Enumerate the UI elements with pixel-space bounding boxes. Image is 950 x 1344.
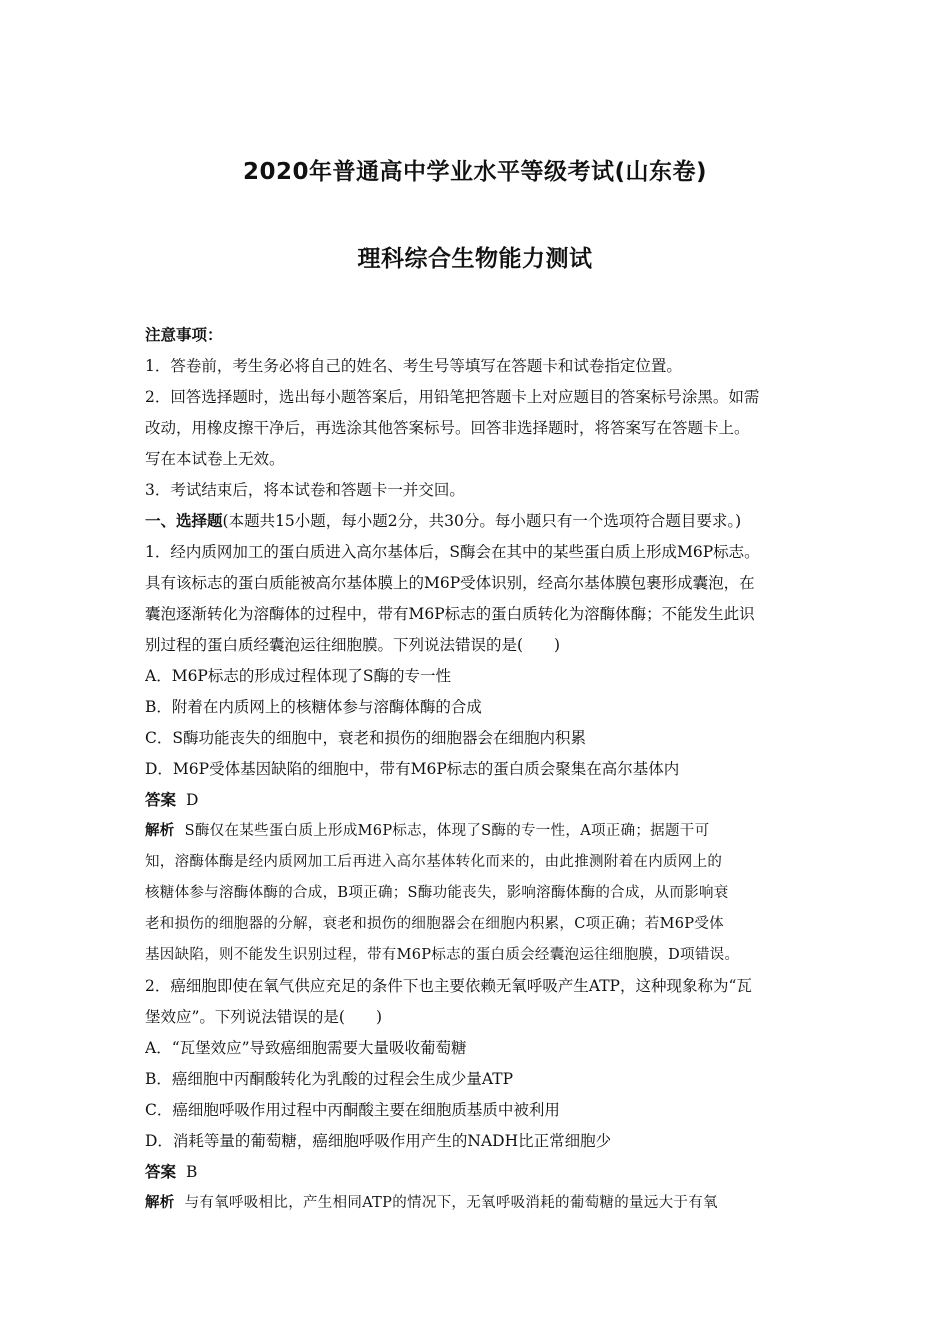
exam-title: 2020年普通高中学业水平等级考试(山东卷) [242,159,708,185]
question-1-stem: 1．经内质网加工的蛋白质进入高尔基体后，S酶会在其中的某些蛋白质上形成M6P标志。 [145,543,760,561]
analysis-label: 解析 [145,823,175,839]
section-heading-line [145,506,815,537]
notice-item: 2．回答选择题时，选出每小题答案后，用铅笔把答题卡上对应题目的答案标号涂黑。如需 [145,388,760,406]
question-1-stem: 别过程的蛋白质经囊泡运往细胞膜。下列说法错误的是( ) [145,636,561,654]
analysis-text: 老和损伤的细胞器的分解，衰老和损伤的细胞器会在细胞内积累，C项正确；若M6P受体 [145,916,724,932]
question-1-stem: 具有该标志的蛋白质能被高尔基体膜上的M6P受体识别，经高尔基体膜包裹形成囊泡，在 [145,574,755,592]
question-2-stem: 堡效应”。下列说法错误的是( ) [145,1008,383,1026]
question-1-option-a: A．M6P标志的形成过程体现了S酶的专一性 [145,667,451,685]
answer-label: 答案 [145,1163,177,1181]
question-2-option-b: B．癌细胞中丙酮酸转化为乳酸的过程会生成少量ATP [145,1070,514,1088]
document-body [145,320,815,1219]
question-1-option-b: B．附着在内质网上的核糖体参与溶酶体酶的合成 [145,698,482,716]
analysis-label: 解析 [145,1195,175,1211]
analysis-text: 知，溶酶体酶是经内质网加工后再进入高尔基体转化而来的，由此推测附着在内质网上的 [145,854,723,870]
notice-heading: 注意事项： [145,326,223,344]
question-2-analysis [145,1188,815,1219]
question-1-stem: 囊泡逐渐转化为溶酶体的过程中，带有M6P标志的蛋白质转化为溶酶体酶；不能发生此识 [145,605,755,623]
section-note: (本题共15小题，每小题2分，共30分。每小题只有一个选项符合题目要求。) [222,512,742,530]
question-2-stem: 2．癌细胞即使在氧气供应充足的条件下也主要依赖无氧呼吸产生ATP，这种现象称为“瓦 [145,977,752,995]
question-1-option-d: D．M6P受体基因缺陷的细胞中，带有M6P标志的蛋白质会聚集在高尔基体内 [145,760,680,778]
notice-item: 1．答卷前，考生务必将自己的姓名、考生号等填写在答题卡和试卷指定位置。 [145,357,682,375]
answer-label: 答案 [145,791,177,809]
analysis-text: 与有氧呼吸相比，产生相同ATP的情况下，无氧呼吸消耗的葡萄糖的量远大于有氧 [184,1195,718,1211]
notice-item: 改动，用橡皮擦干净后，再选涂其他答案标号。回答非选择题时，将答案写在答题卡上。 [145,419,750,437]
question-1-option-c: C．S酶功能丧失的细胞中，衰老和损伤的细胞器会在细胞内积累 [145,729,586,747]
question-1-analysis [145,816,815,847]
answer-value: D [186,791,199,809]
answer-value: B [186,1163,198,1181]
notice-item: 3．考试结束后，将本试卷和答题卡一并交回。 [145,481,465,499]
exam-subtitle: 理科综合生物能力测试 [357,246,593,272]
analysis-text: 基因缺陷，则不能发生识别过程，带有M6P标志的蛋白质会经囊泡运往细胞膜，D项错误。 [145,947,740,963]
question-2-answer [145,1157,815,1188]
question-2-option-a: A．“瓦堡效应”导致癌细胞需要大量吸收葡萄糖 [145,1039,467,1057]
analysis-text: S酶仅在某些蛋白质上形成M6P标志，体现了S酶的专一性，A项正确；据题干可 [184,823,710,839]
question-2-option-c: C．癌细胞呼吸作用过程中丙酮酸主要在细胞质基质中被利用 [145,1101,560,1119]
notice-item: 写在本试卷上无效。 [145,450,285,468]
analysis-text: 核糖体参与溶酶体酶的合成，B项正确；S酶功能丧失，影响溶酶体酶的合成，从而影响衰 [145,885,729,901]
question-2-option-d: D．消耗等量的葡萄糖，癌细胞呼吸作用产生的NADH比正常细胞少 [145,1132,612,1150]
section-heading: 一、选择题 [145,512,223,530]
question-1-answer [145,785,815,816]
